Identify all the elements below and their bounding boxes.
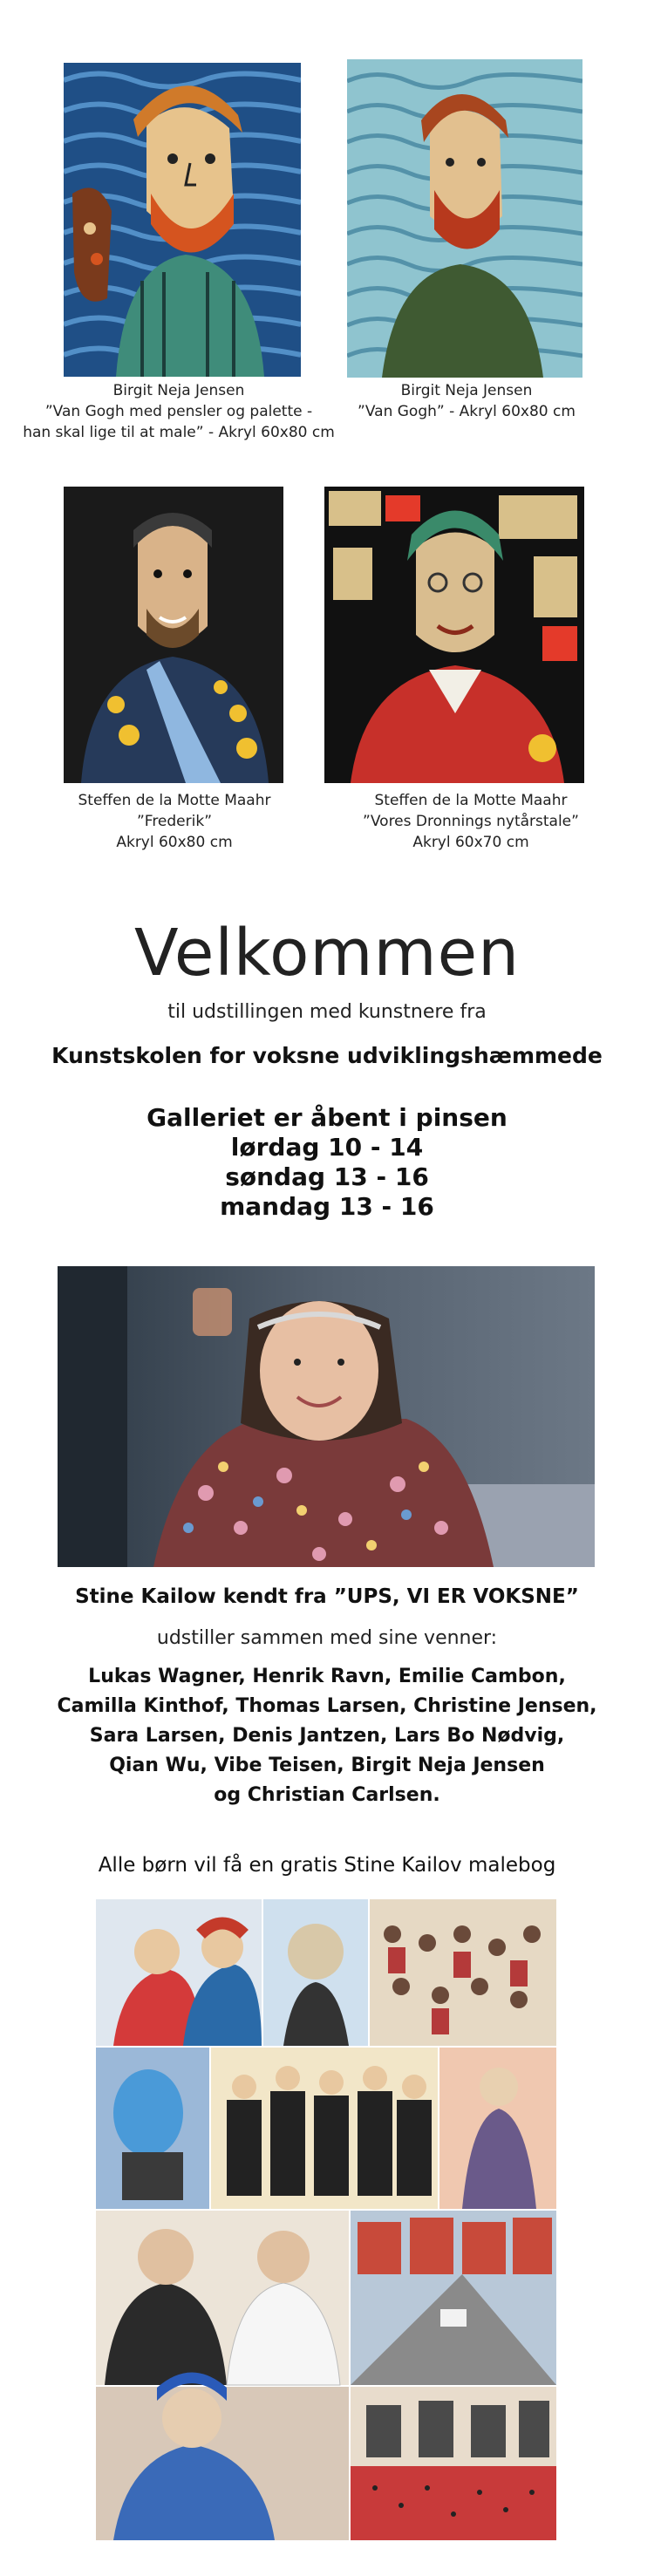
artwork-frederik [64,487,283,783]
artwork-details: han skal lige til at male” - Akryl 60x80 cm [23,424,335,441]
photo-stine-kailow [58,1266,595,1567]
artwork-dronning [324,487,584,783]
opening-day-monday: mandag 13 - 16 [220,1192,434,1221]
friends-list [0,1662,654,1810]
guest-headline: Stine Kailow kendt fra ”UPS, VI ER VOKSNE” [75,1585,579,1608]
artwork-title: ”Van Gogh” - Akryl 60x80 cm [358,403,576,420]
opening-heading: Galleriet er åbent i pinsen [146,1103,508,1132]
friends-line: Sara Larsen, Denis Jantzen, Lars Bo Nødvig, [89,1725,565,1747]
artwork-caption-3 [17,790,331,853]
welcome-title: Velkommen [133,916,521,991]
friends-line: og Christian Carlsen. [214,1784,440,1806]
artwork-van-gogh [347,59,582,378]
artwork-details: Akryl 60x70 cm [412,834,529,851]
artist-name: Steffen de la Motte Maahr [78,792,271,809]
artist-name: Birgit Neja Jensen [112,382,245,399]
artwork-title: ”Van Gogh med pensler og palette - [44,403,313,420]
artwork-collage [96,1899,556,2540]
friends-line: Qian Wu, Vibe Teisen, Birgit Neja Jensen [109,1755,545,1776]
artwork-details: Akryl 60x80 cm [116,834,233,851]
artwork-caption-1 [17,380,340,443]
artwork-title: ”Frederik” [136,813,213,830]
artwork-van-gogh-palette [64,63,301,377]
artist-name: Birgit Neja Jensen [400,382,533,399]
welcome-subtitle: til udstillingen med kunstnere fra [167,1001,487,1023]
school-name: Kunstskolen for voksne udviklingshæmmede [51,1043,603,1068]
artwork-title: ”Vores Dronnings nytårstale” [363,813,579,830]
artwork-caption-4 [314,790,628,853]
opening-day-sunday: søndag 13 - 16 [225,1162,429,1191]
friends-line: Lukas Wagner, Henrik Ravn, Emilie Cambon, [88,1666,566,1687]
free-coloring-book: Alle børn vil få en gratis Stine Kailov malebog [98,1854,556,1877]
friends-line: Camilla Kinthof, Thomas Larsen, Christine Jensen, [57,1695,597,1717]
guest-intro: udstiller sammen med sine venner: [156,1627,498,1649]
artist-name: Steffen de la Motte Maahr [374,792,568,809]
artwork-caption-2 [314,380,619,422]
opening-day-saturday: lørdag 10 - 14 [230,1133,424,1162]
